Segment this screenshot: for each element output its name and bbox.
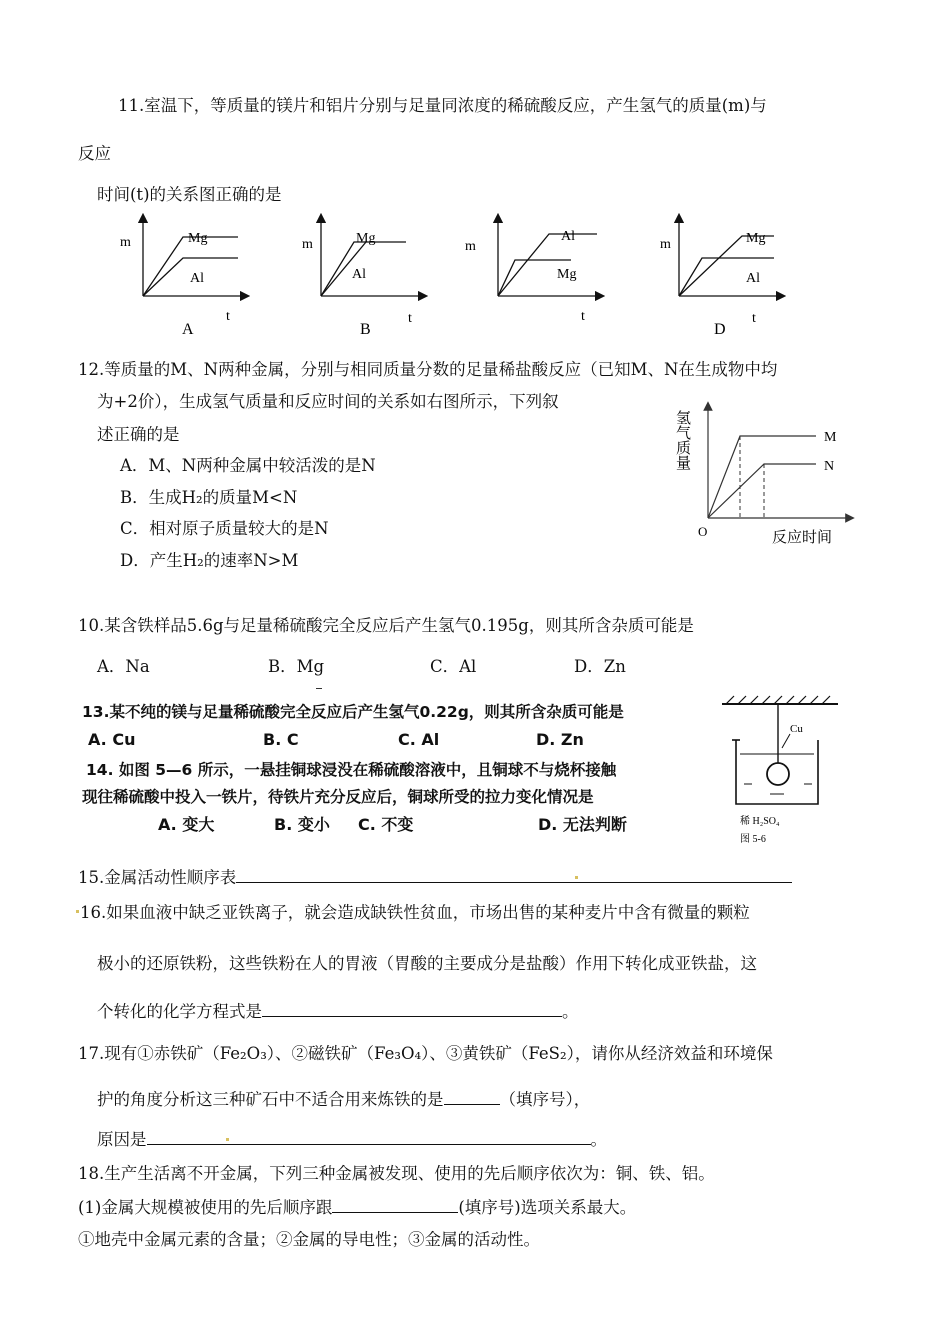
q11-line2: 反应 xyxy=(78,144,111,163)
origin-label: O xyxy=(698,524,708,539)
q17-line1: 17.现有①赤铁矿（Fe₂O₃）、②磁铁矿（Fe₃O₄）、③黄铁矿（FeS₂），请你从经济效益和环境保 xyxy=(78,1044,773,1063)
q12-line1: 12.等质量的M、N两种金属，分别与相同质量分数的足量稀盐酸反应（已知M、N在生成物中均 xyxy=(78,360,778,379)
beaker-figure xyxy=(720,688,840,844)
q16-line2: 极小的还原铁粉，这些铁粉在人的胃液（胃酸的主要成分是盐酸）作用下转化成亚铁盐，这 xyxy=(97,954,757,973)
q14-option-d: D. 无法判断 xyxy=(538,815,627,834)
q14-option-b: B. 变小 xyxy=(274,815,330,834)
q13-option-a: A. Cu xyxy=(88,730,136,749)
graph-d xyxy=(660,218,781,338)
q12-figure xyxy=(674,400,864,550)
q14-line1: 14. 如图 5—6 所示，一悬挂铜球浸没在稀硫酸溶液中，且铜球不与烧杯接触 xyxy=(86,761,617,779)
q16-blank[interactable] xyxy=(262,1002,562,1017)
series-n-line xyxy=(708,464,816,518)
series-n-label: N xyxy=(824,459,835,474)
graph-b-top-label: Mg xyxy=(356,231,376,246)
series-m-line xyxy=(708,436,816,518)
x-axis-label: 反应时间 xyxy=(772,530,833,546)
q11-line1: 11.室温下，等质量的镁片和铝片分别与足量同浓度的稀硫酸反应，产生氢气的质量(m)与 xyxy=(118,96,767,115)
q13-option-d: D. Zn xyxy=(536,730,584,749)
q17-blank-reason[interactable] xyxy=(147,1130,591,1145)
q14-option-c: C. 不变 xyxy=(358,815,414,834)
graph-b-bottom-label: Al xyxy=(352,267,366,282)
q10-line1: 10.某含铁样品5.6g与足量稀硫酸完全反应后产生氢气0.195g，则其所含杂质可能是 xyxy=(78,616,694,635)
graph-a xyxy=(120,218,245,338)
q14-option-a: A. 变大 xyxy=(158,815,215,834)
q15-line xyxy=(78,864,792,888)
graph-b xyxy=(302,218,423,338)
graph-a-top-label: Mg xyxy=(188,231,208,246)
q15-blank[interactable] xyxy=(236,868,792,883)
graph-d-y-label: m xyxy=(660,237,671,252)
acid-label: 稀 H₂SO₄ xyxy=(740,816,780,827)
graph-d-x-label: t xyxy=(752,311,756,326)
graph-d-letter: D xyxy=(714,321,726,338)
q18-line2: (1)金属大规模被使用的先后顺序跟 (填序号)选项关系最大。 xyxy=(78,1198,637,1217)
q11-graphs xyxy=(110,212,810,342)
graph-d-top-label: Mg xyxy=(746,231,766,246)
q17-line3: 原因是 。 xyxy=(97,1130,607,1149)
q11-line3: 时间(t)的关系图正确的是 xyxy=(97,185,282,204)
q10-option-b: B．Mg xyxy=(268,657,325,676)
figure-caption: 图 5-6 xyxy=(740,834,766,844)
graph-c-x-label: t xyxy=(581,309,585,324)
q18-line1: 18.生产生活离不开金属，下列三种金属被发现、使用的先后顺序依次为：铜、铁、铝。 xyxy=(78,1164,715,1183)
cu-label: Cu xyxy=(790,723,803,735)
q17-blank-number[interactable] xyxy=(444,1090,500,1105)
graph-a-letter: A xyxy=(182,321,194,338)
graph-c-top-label: Al xyxy=(561,229,575,244)
graph-b-x-label: t xyxy=(408,311,412,326)
q16-line3: 个转化的化学方程式是 。 xyxy=(97,1002,579,1021)
q12-option-b: B．生成H₂的质量M<N xyxy=(120,488,298,507)
q14-line2: 现往稀硫酸中投入一铁片，待铁片充分反应后，铜球所受的拉力变化情况是 xyxy=(82,788,594,806)
q13-option-c: C. Al xyxy=(398,730,440,749)
q10-option-a: A．Na xyxy=(97,657,150,676)
q12-option-d: D．产生H₂的速率N>M xyxy=(120,551,299,570)
graph-a-y-label: m xyxy=(120,235,131,250)
q13-option-b: B. C xyxy=(263,730,299,749)
graph-d-bottom-label: Al xyxy=(746,271,760,286)
scanned-block xyxy=(78,688,840,844)
q17-line2: 护的角度分析这三种矿石中不适合用来炼铁的是 （填序号）， xyxy=(97,1090,591,1109)
graph-c xyxy=(465,218,600,324)
q18-blank[interactable] xyxy=(332,1198,458,1213)
q18-line3: ①地壳中金属元素的含量；②金属的导电性；③金属的活动性。 xyxy=(78,1230,540,1249)
q12-line2: 为+2价），生成氢气质量和反应时间的关系如右图所示，下列叙 xyxy=(97,392,559,411)
series-m-label: M xyxy=(824,430,837,445)
q12-line3: 述正确的是 xyxy=(97,425,180,444)
graph-c-y-label: m xyxy=(465,239,476,254)
q12-option-a: A．M、N两种金属中较活泼的是N xyxy=(120,456,376,475)
q10-option-c: C．Al xyxy=(430,657,477,676)
graph-b-letter: B xyxy=(360,321,371,338)
y-axis-label: 氢气质量 xyxy=(674,410,690,470)
graph-b-y-label: m xyxy=(302,237,313,252)
q12-option-c: C．相对原子质量较大的是N xyxy=(120,519,329,538)
q10-option-d: D．Zn xyxy=(574,657,626,676)
graph-a-bottom-label: Al xyxy=(190,271,204,286)
q15-text: 15.金属活动性顺序表 xyxy=(78,868,237,887)
graph-a-x-label: t xyxy=(226,309,230,324)
q13-line: 13.某不纯的镁与足量稀硫酸完全反应后产生氢气0.22g，则其所含杂质可能是 xyxy=(82,703,624,721)
graph-c-bottom-label: Mg xyxy=(557,267,577,282)
q16-line1: 16.如果血液中缺乏亚铁离子，就会造成缺铁性贫血，市场出售的某种麦片中含有微量的颗粒 xyxy=(80,903,750,922)
